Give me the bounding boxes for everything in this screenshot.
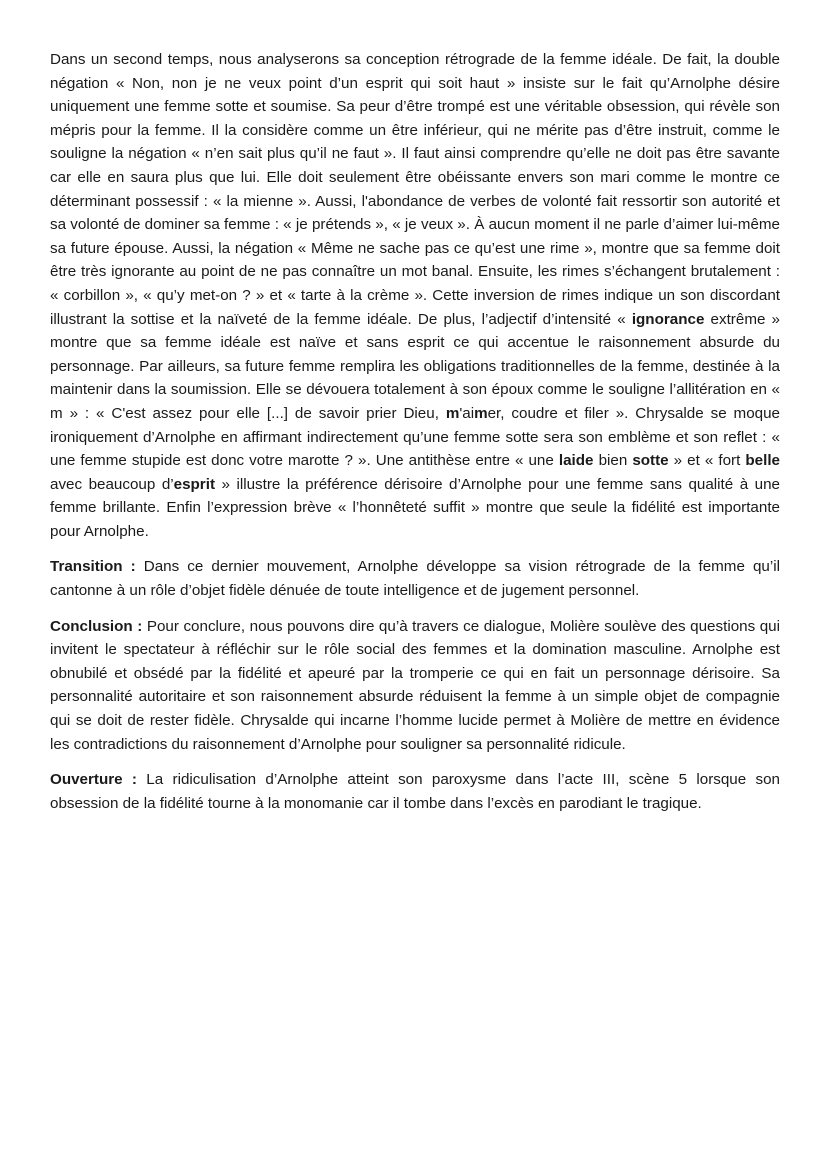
transition-label: Transition : (50, 558, 136, 576)
text-segment: » illustre la préférence dérisoire d’Arnolphe pour une femme sans qualité à une femme brillante. Enfin l’expression brève « l’honnêteté suffit » montre que seule la fidélité est importante pour Arnolphe. (50, 475, 780, 540)
ouverture-text: La ridiculisation d’Arnolphe atteint son paroxysme dans l’acte III, scène 5 lorsque son obsession de la fidélité tourne à la monomanie car il tombe dans l’excès en parodiant le tragique. (50, 771, 780, 812)
text-segment: bien (593, 452, 633, 470)
text-segment: er, coudre et filer ». Chrysalde se moque ironiquement d’Arnolphe en affirmant indirectement qu’une femme sotte sera son emblème et son reflet : « une femme stupide est donc votre marotte ? ». Une antithèse entre « une (50, 404, 780, 470)
transition-text: Dans ce dernier mouvement, Arnolphe développe sa vision rétrograde de la femme qu’il cantonne à un rôle d’objet fidèle dénuée de toute intelligence et de jugement personnel. (50, 558, 780, 600)
document-page (50, 48, 780, 827)
text-segment: Dans un second temps, nous analyserons sa conception rétrograde de la femme idéale. De fait, la double négation « Non, non je ne veux point d’un esprit qui soit haut » insiste sur le fait qu’Arnolphe désire uniquement une femme sotte et soumise. Sa peur d’être trompé est une véritable obsession, qui révèle son mépris pour la femme. Il la considère comme un être inférieur, qui ne mérite pas d’être instruit, comme le souligne la négation « n’en sait plus qu’il ne faut ». Il faut ainsi comprendre qu’elle ne doit pas être savante car elle en saura plus que lui. Elle doit seulement être obéissante envers son mari comme le montre ce déterminant possessif : « la mienne ». Aussi, l'abondance de verbes de volonté fait ressortir son autorité et sa volonté de dominer sa femme : « je prétends », « je veux ». À aucun moment il ne parle d’aimer lui-même sa future épouse. Aussi, la négation « Même ne sache pas ce qu’est une rime », montre que sa femme doit être très ignorante au point de ne pas connaître un mot banal. Ensuite, les rimes s’échangent brutalement : « corbillon », « qu’y met-on ? » et « tarte à la crème ». Cette inversion de rimes indique un son discordant illustrant la sottise et la naïveté de la femme idéale. De plus, l’adjectif d’intensité « (50, 51, 780, 328)
bold-word-belle: belle (745, 452, 780, 470)
bold-word-ignorance: ignorance (631, 310, 705, 328)
text-segment: 'ai (459, 404, 475, 422)
transition-paragraph (50, 555, 780, 602)
conclusion-text: Pour conclure, nous pouvons dire qu’à travers ce dialogue, Molière soulève des questions qui invitent le spectateur à réfléchir sur le rôle social des femmes et la domination masculine. Arnolphe est obnubilé et obsédé par la fidélité et apeuré par la tromperie ce qui en fait un personnage dérisoire. Sa personnalité autoritaire et son raisonnement absurde réduisent la femme à un simple objet de compagnie qui se doit de rester fidèle. Chrysalde qui incarne l’homme lucide permet à Molière de mettre en évidence les contradictions du raisonnement d’Arnolphe pour souligner sa personnalité ridicule. (50, 617, 780, 753)
conclusion-paragraph (50, 615, 780, 757)
text-segment: » et « fort (668, 452, 746, 470)
text-segment: avec beaucoup d’ (50, 475, 174, 493)
bold-letter-m: m (445, 404, 460, 422)
bold-word-laide: laide (558, 452, 594, 470)
text-segment: extrême » montre que sa femme idéale est naïve et sans esprit ce qui accentue le raisonnement absurde du personnage. Par ailleurs, sa future femme remplira les obligations traditionnelles de la femme, destinée à la maintenir dans la soumission. Elle se dévouera totalement à son époux comme le souligne l’allitération en « m » : « C'est assez pour elle [...] de savoir prier Dieu, (50, 310, 781, 422)
bold-word-esprit: esprit (173, 475, 215, 493)
ouverture-paragraph (50, 768, 780, 815)
ouverture-label: Ouverture : (50, 771, 137, 789)
analysis-paragraph (50, 48, 780, 543)
bold-letter-m: m (474, 404, 488, 422)
conclusion-label: Conclusion : (50, 617, 143, 635)
bold-word-sotte: sotte (632, 452, 669, 470)
